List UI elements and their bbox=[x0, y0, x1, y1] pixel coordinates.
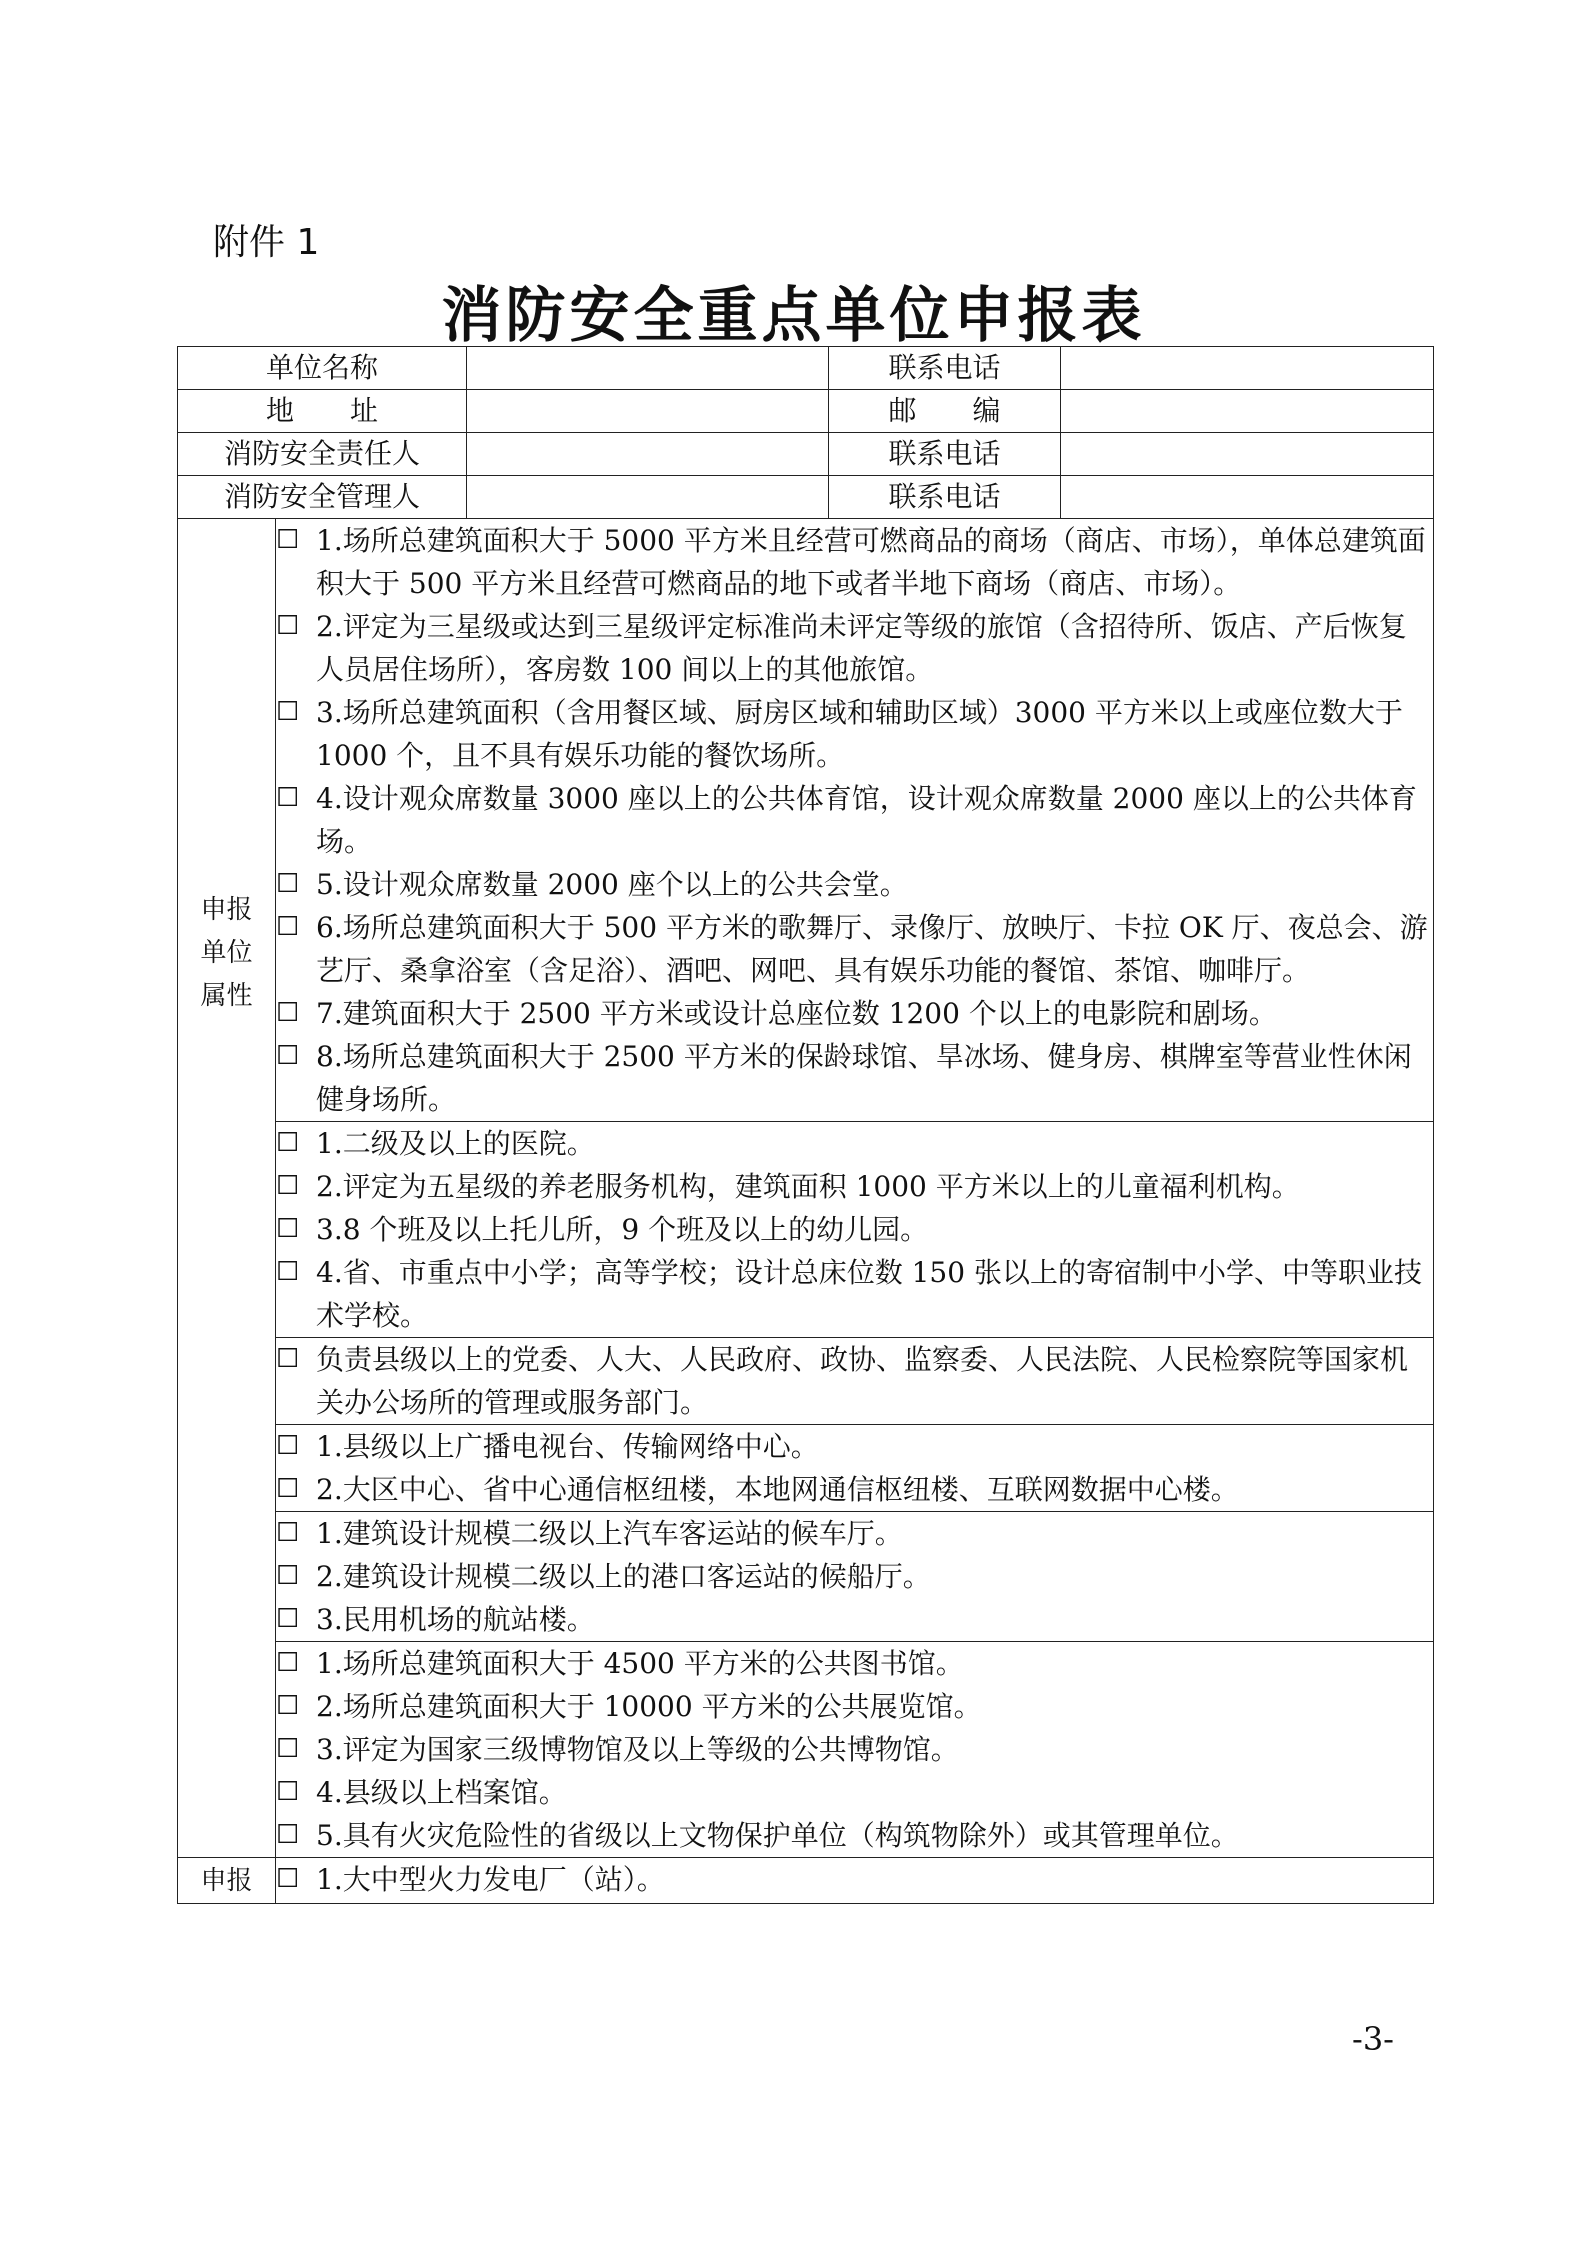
checklist-item bbox=[276, 605, 1433, 691]
checkbox[interactable]: ☐ bbox=[276, 1777, 300, 1807]
checklist-item bbox=[276, 863, 1433, 906]
declaration-form-table bbox=[177, 346, 1434, 1904]
postcode-label: 邮 编 bbox=[829, 390, 1061, 433]
checkbox[interactable]: ☐ bbox=[276, 611, 300, 641]
checklist-item bbox=[276, 1425, 1433, 1468]
checklist-item-text: 3.场所总建筑面积（含用餐区域、厨房区域和辅助区域）3000 平方米以上或座位数大于 1000 个，且不具有娱乐功能的餐饮场所。 bbox=[316, 696, 1403, 772]
checklist-item-text: 1.建筑设计规模二级以上汽车客运站的候车厅。 bbox=[316, 1517, 903, 1550]
phone-label: 联系电话 bbox=[829, 347, 1061, 390]
checklist-item-text: 6.场所总建筑面积大于 500 平方米的歌舞厅、录像厅、放映厅、卡拉 OK 厅、夜总会、游艺厅、桑拿浴室（含足浴）、酒吧、网吧、具有娱乐功能的餐馆、茶馆、咖啡厅。 bbox=[316, 911, 1428, 987]
checklist-item bbox=[276, 1122, 1433, 1165]
category-group bbox=[276, 1642, 1434, 1858]
checklist-item-text: 2.建筑设计规模二级以上的港口客运站的候船厅。 bbox=[316, 1560, 931, 1593]
checkbox[interactable]: ☐ bbox=[276, 1257, 300, 1287]
checkbox[interactable]: ☐ bbox=[276, 1864, 300, 1894]
checklist-item-text: 2.评定为三星级或达到三星级评定标准尚未评定等级的旅馆（含招待所、饭店、产后恢复人员居住场所），客房数 100 间以上的其他旅馆。 bbox=[316, 610, 1407, 686]
checkbox[interactable]: ☐ bbox=[276, 525, 300, 555]
checklist-item bbox=[276, 1035, 1433, 1121]
checkbox[interactable]: ☐ bbox=[276, 697, 300, 727]
checklist-item bbox=[276, 1208, 1433, 1251]
checklist-item bbox=[276, 1771, 1433, 1814]
checkbox[interactable]: ☐ bbox=[276, 1041, 300, 1071]
checklist-item-text: 1.大中型火力发电厂（站）。 bbox=[316, 1863, 665, 1896]
checklist-item-text: 2.场所总建筑面积大于 10000 平方米的公共展览馆。 bbox=[316, 1690, 982, 1723]
category-row bbox=[178, 519, 1434, 1122]
checklist-item bbox=[276, 1165, 1433, 1208]
address-field[interactable] bbox=[467, 390, 829, 433]
checklist-item-text: 5.具有火灾危险性的省级以上文物保护单位（构筑物除外）或其管理单位。 bbox=[316, 1819, 1239, 1852]
checkbox[interactable]: ☐ bbox=[276, 1128, 300, 1158]
phone-field[interactable] bbox=[1061, 433, 1434, 476]
checklist-item bbox=[276, 992, 1433, 1035]
checkbox[interactable]: ☐ bbox=[276, 1820, 300, 1850]
checklist-item bbox=[276, 1555, 1433, 1598]
postcode-field[interactable] bbox=[1061, 390, 1434, 433]
checkbox[interactable]: ☐ bbox=[276, 1734, 300, 1764]
checklist-item-text: 1.县级以上广播电视台、传输网络中心。 bbox=[316, 1430, 819, 1463]
checklist-item bbox=[276, 1468, 1433, 1511]
checkbox[interactable]: ☐ bbox=[276, 912, 300, 942]
checklist-item-text: 3.8 个班及以上托儿所，9 个班及以上的幼儿园。 bbox=[316, 1213, 929, 1246]
category-group bbox=[276, 1425, 1434, 1512]
checklist-item-text: 2.评定为五星级的养老服务机构，建筑面积 1000 平方米以上的儿童福利机构。 bbox=[316, 1170, 1300, 1203]
checkbox[interactable]: ☐ bbox=[276, 1648, 300, 1678]
checklist-item bbox=[276, 1814, 1433, 1857]
category-row bbox=[178, 1338, 1434, 1425]
checklist-item bbox=[276, 519, 1433, 605]
checklist-item-text: 4.省、市重点中小学；高等学校；设计总床位数 150 张以上的寄宿制中小学、中等职业技术学校。 bbox=[316, 1256, 1422, 1332]
phone-label: 联系电话 bbox=[829, 433, 1061, 476]
checklist-item bbox=[276, 1512, 1433, 1555]
checklist-item bbox=[276, 1858, 1433, 1901]
checkbox[interactable]: ☐ bbox=[276, 869, 300, 899]
checklist-item bbox=[276, 1728, 1433, 1771]
checklist-item-text: 5.设计观众席数量 2000 座个以上的公共会堂。 bbox=[316, 868, 908, 901]
page-number: -3- bbox=[1352, 2020, 1394, 2058]
category-group bbox=[276, 1512, 1434, 1642]
safety-manager-label: 消防安全管理人 bbox=[178, 476, 467, 519]
header-row bbox=[178, 476, 1434, 519]
safety-responsible-label: 消防安全责任人 bbox=[178, 433, 467, 476]
checklist-item-text: 7.建筑面积大于 2500 平方米或设计总座位数 1200 个以上的电影院和剧场。 bbox=[316, 997, 1277, 1030]
safety-responsible-field[interactable] bbox=[467, 433, 829, 476]
checklist-item-text: 1.场所总建筑面积大于 4500 平方米的公共图书馆。 bbox=[316, 1647, 964, 1680]
checkbox[interactable]: ☐ bbox=[276, 998, 300, 1028]
checklist-item-text: 1.二级及以上的医院。 bbox=[316, 1127, 595, 1160]
checklist-item bbox=[276, 906, 1433, 992]
phone-field[interactable] bbox=[1061, 476, 1434, 519]
address-label: 地 址 bbox=[178, 390, 467, 433]
category-group bbox=[276, 1122, 1434, 1338]
checklist-item bbox=[276, 1598, 1433, 1641]
attachment-label: 附件 1 bbox=[213, 222, 320, 263]
checklist-item-text: 1.场所总建筑面积大于 5000 平方米且经营可燃商品的商场（商店、市场），单体总建筑面积大于 500 平方米且经营可燃商品的地下或者半地下商场（商店、市场）。 bbox=[316, 524, 1426, 600]
checklist-item-text: 4.县级以上档案馆。 bbox=[316, 1776, 567, 1809]
checklist-item-text: 8.场所总建筑面积大于 2500 平方米的保龄球馆、旱冰场、健身房、棋牌室等营业性休闲健身场所。 bbox=[316, 1040, 1412, 1116]
page-title: 消防安全重点单位申报表 bbox=[441, 281, 1146, 351]
checklist-item bbox=[276, 1642, 1433, 1685]
category-row bbox=[178, 1858, 1434, 1904]
checkbox[interactable]: ☐ bbox=[276, 1518, 300, 1548]
checklist-item bbox=[276, 1685, 1433, 1728]
category-row bbox=[178, 1425, 1434, 1512]
checkbox[interactable]: ☐ bbox=[276, 1474, 300, 1504]
category-row bbox=[178, 1122, 1434, 1338]
category-row bbox=[178, 1512, 1434, 1642]
category-group bbox=[276, 519, 1434, 1122]
header-row bbox=[178, 390, 1434, 433]
checklist-item-text: 3.评定为国家三级博物馆及以上等级的公共博物馆。 bbox=[316, 1733, 959, 1766]
phone-field[interactable] bbox=[1061, 347, 1434, 390]
checkbox[interactable]: ☐ bbox=[276, 1604, 300, 1634]
checkbox[interactable]: ☐ bbox=[276, 1431, 300, 1461]
safety-manager-field[interactable] bbox=[467, 476, 829, 519]
checklist-item-text: 3.民用机场的航站楼。 bbox=[316, 1603, 595, 1636]
header-row bbox=[178, 347, 1434, 390]
phone-label: 联系电话 bbox=[829, 476, 1061, 519]
declaration-label-continued: 申报 bbox=[178, 1858, 276, 1904]
category-row bbox=[178, 1642, 1434, 1858]
unit-name-field[interactable] bbox=[467, 347, 829, 390]
checkbox[interactable]: ☐ bbox=[276, 1344, 300, 1374]
checklist-item-text: 2.大区中心、省中心通信枢纽楼，本地网通信枢纽楼、互联网数据中心楼。 bbox=[316, 1473, 1239, 1506]
declaration-attribute-label: 申报 单位 属性 bbox=[178, 519, 276, 1858]
checklist-item bbox=[276, 777, 1433, 863]
header-row bbox=[178, 433, 1434, 476]
checklist-item-text: 负责县级以上的党委、人大、人民政府、政协、监察委、人民法院、人民检察院等国家机关办公场所的管理或服务部门。 bbox=[316, 1343, 1409, 1419]
checklist-item-text: 4.设计观众席数量 3000 座以上的公共体育馆，设计观众席数量 2000 座以上的公共体育场。 bbox=[316, 782, 1417, 858]
checklist-item bbox=[276, 691, 1433, 777]
category-group bbox=[276, 1858, 1434, 1904]
checkbox[interactable]: ☐ bbox=[276, 1561, 300, 1591]
unit-name-label: 单位名称 bbox=[178, 347, 467, 390]
checkbox[interactable]: ☐ bbox=[276, 783, 300, 813]
checklist-item bbox=[276, 1251, 1433, 1337]
checklist-item bbox=[276, 1338, 1433, 1424]
category-group bbox=[276, 1338, 1434, 1425]
checkbox[interactable]: ☐ bbox=[276, 1691, 300, 1721]
checkbox[interactable]: ☐ bbox=[276, 1214, 300, 1244]
checkbox[interactable]: ☐ bbox=[276, 1171, 300, 1201]
